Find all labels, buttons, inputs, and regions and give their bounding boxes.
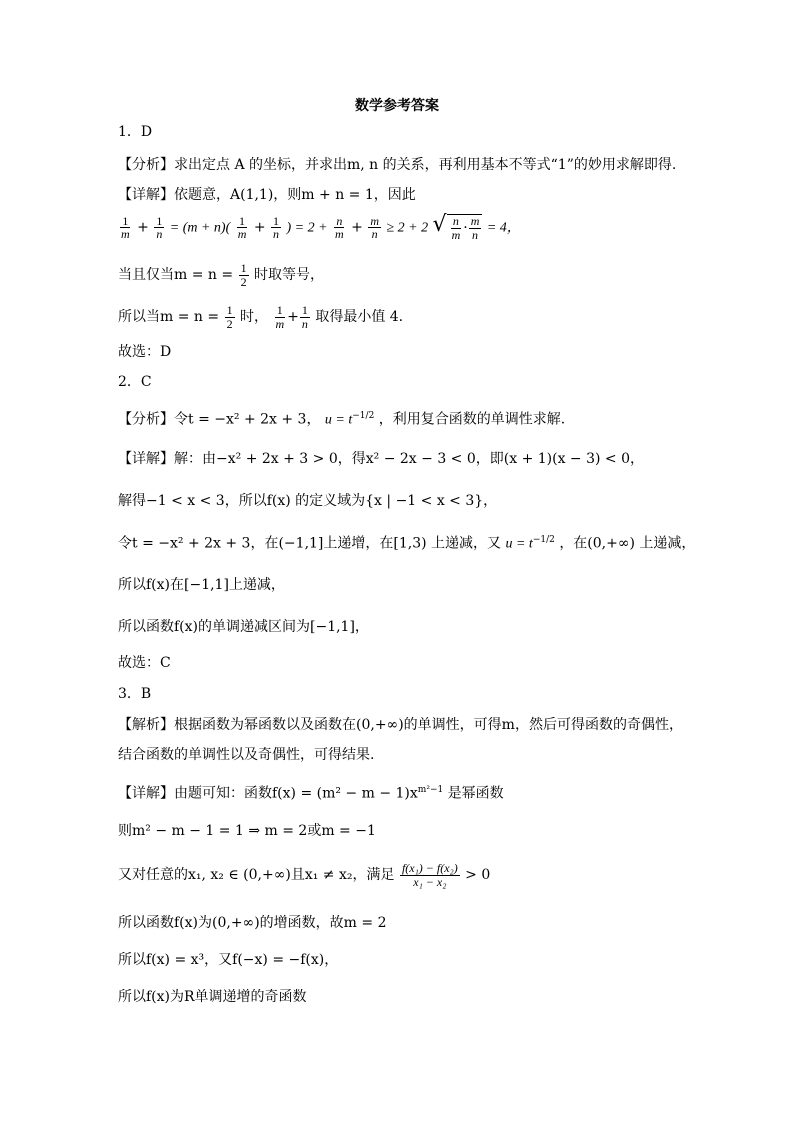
numerator: 1 — [226, 303, 233, 317]
denominator: n — [371, 227, 378, 242]
q3-conclusion: 所以f(x)为R单调递增的奇函数 — [118, 989, 307, 1005]
denominator: m — [451, 227, 461, 242]
numerator: 1 — [273, 213, 280, 228]
numerator: n — [336, 213, 343, 228]
q3-solve: 则m² − m − 1 = 1 ⇒ m = 2或m = −1 — [118, 823, 376, 839]
fraction — [333, 215, 346, 241]
denominator: x₁ − x₂ — [413, 874, 447, 889]
q3-analysis-2: 结合函数的单调性以及奇偶性，可得结果. — [118, 747, 375, 763]
q3-detail — [118, 785, 504, 802]
detail-suffix: 是幂函数 — [447, 785, 504, 802]
denominator: n — [301, 316, 308, 331]
q1-detail: 【详解】依题意，A(1,1)，则m + n = 1，因此 — [118, 187, 416, 203]
denominator: n — [156, 227, 163, 242]
q1-equation: $\frac{1}{m}$ + $\frac{1}{n}$ = (m + n)( $\frac{1}{m}$ + $\frac{1}{n}$ ) = 2 + $\frac{n}{m}$ + $\frac{m}{n}$ ≥ 2 + 2 √ $\frac{n}{m}$ · $\frac{m}{n}$ = 4， — [121, 212, 521, 242]
cond-suffix: > 0 — [465, 867, 491, 884]
q1-analysis: 【分析】求出定点 A 的坐标，并求出m, n 的关系，再利用基本不等式“1”的妙用求解即得. — [118, 157, 677, 173]
u-expression: u = t — [324, 412, 353, 428]
exponent: m²−1 — [417, 785, 444, 795]
mono-prefix: 令t = −x² + 2x + 3，在(−1,1]上递增，在[1,3) 上递减，又 — [118, 535, 502, 552]
numerator: m — [370, 213, 379, 228]
u-expression: u = t — [505, 536, 533, 552]
q1-number: 1．D — [118, 124, 153, 140]
q2-number: 2．C — [118, 374, 152, 390]
radical-sign: √ — [432, 212, 447, 237]
fraction — [469, 215, 482, 241]
eq-ge: ≥ 2 + 2 — [386, 220, 429, 236]
q3-condition — [118, 862, 490, 888]
q2-interval: 所以函数f(x)的单调递减区间为[−1,1]， — [118, 619, 369, 635]
denominator: m — [121, 227, 130, 242]
q1-answer: 故选：D — [118, 344, 172, 360]
denominator: 2 — [240, 274, 247, 289]
denominator: 2 — [226, 316, 233, 331]
radicand: $\frac{n}{m}$ · $\frac{m}{n}$ — [447, 214, 483, 241]
equality-suffix: 时取等号， — [254, 267, 325, 284]
detail-prefix: 【详解】由题可知：函数f(x) = (m² − m − 1)x — [118, 785, 418, 802]
min-prefix: 所以当m = n = — [118, 309, 220, 326]
numerator: 1 — [156, 213, 163, 228]
eq-mid: = (m + n)( — [169, 220, 231, 236]
square-root — [433, 214, 483, 241]
q1-equality-line — [118, 262, 324, 288]
fraction — [450, 215, 463, 241]
exponent: −1/2 — [532, 535, 555, 545]
q2-answer: 故选：C — [118, 655, 171, 671]
q2-decreasing: 所以f(x)在[−1,1]上递减， — [118, 577, 285, 593]
fraction — [154, 215, 164, 241]
q3-function: 所以f(x) = x³，又f(−x) = −f(x)， — [118, 952, 339, 968]
fraction — [236, 215, 249, 241]
min-mid: 时， — [240, 309, 269, 326]
q2-domain: 解得−1 < x < 3，所以f(x) 的定义域为{x | −1 < x < 3}， — [118, 493, 498, 509]
eq-end: = 4， — [486, 220, 521, 236]
analysis-prefix: 【分析】令t = −x² + 2x + 3， — [118, 411, 321, 428]
denominator: m — [335, 227, 344, 242]
denominator: m — [237, 227, 247, 242]
numerator: 1 — [122, 213, 129, 228]
denominator: n — [273, 227, 280, 242]
fraction — [271, 215, 281, 241]
denominator: n — [472, 227, 479, 242]
q2-detail: 【详解】解：由−x² + 2x + 3 > 0，得x² − 2x − 3 < 0，即(x + 1)(x − 3) < 0， — [118, 451, 645, 467]
denominator: m — [275, 316, 285, 331]
fraction — [273, 304, 286, 330]
q2-analysis — [118, 411, 565, 429]
fraction — [400, 862, 460, 888]
eq-mid2: ) = 2 + — [286, 220, 328, 236]
q1-minimum-line: 所以当m = n = $\frac{1}{2}$ 时， $\frac{1}{m}$ + $\frac{1}{n}$ 取得最小值 4. — [118, 303, 404, 331]
numerator: 1 — [276, 303, 283, 317]
min-suffix: 取得最小值 4. — [315, 309, 404, 326]
q3-analysis-1: 【解析】根据函数为幂函数以及函数在(0,+∞)的单调性，可得m，然后可得函数的奇偶性， — [118, 717, 683, 733]
numerator: 1 — [240, 261, 247, 275]
numerator: 1 — [301, 303, 308, 317]
fraction — [225, 304, 235, 330]
numerator: n — [452, 214, 459, 228]
q3-increasing: 所以函数f(x)为(0,+∞)的增函数，故m = 2 — [118, 915, 387, 931]
exponent: −1/2 — [352, 411, 375, 421]
numerator: m — [470, 214, 480, 228]
page-title: 数学参考答案 — [355, 98, 439, 114]
equality-prefix: 当且仅当m = n = — [118, 267, 234, 284]
q3-number: 3．B — [118, 686, 152, 702]
fraction — [119, 215, 132, 241]
fraction — [239, 262, 249, 288]
fraction — [368, 215, 381, 241]
analysis-suffix: ，利用复合函数的单调性求解. — [378, 411, 566, 428]
numerator: 1 — [239, 213, 246, 228]
fraction — [300, 304, 310, 330]
mono-suffix: ，在(0,+∞) 上递减， — [559, 535, 696, 552]
numerator: f(x₁) − f(x₂) — [401, 861, 458, 875]
q2-monotonicity — [118, 535, 695, 553]
cond-prefix: 又对任意的x₁, x₂ ∈ (0,+∞)且x₁ ≠ x₂，满足 — [118, 867, 395, 884]
